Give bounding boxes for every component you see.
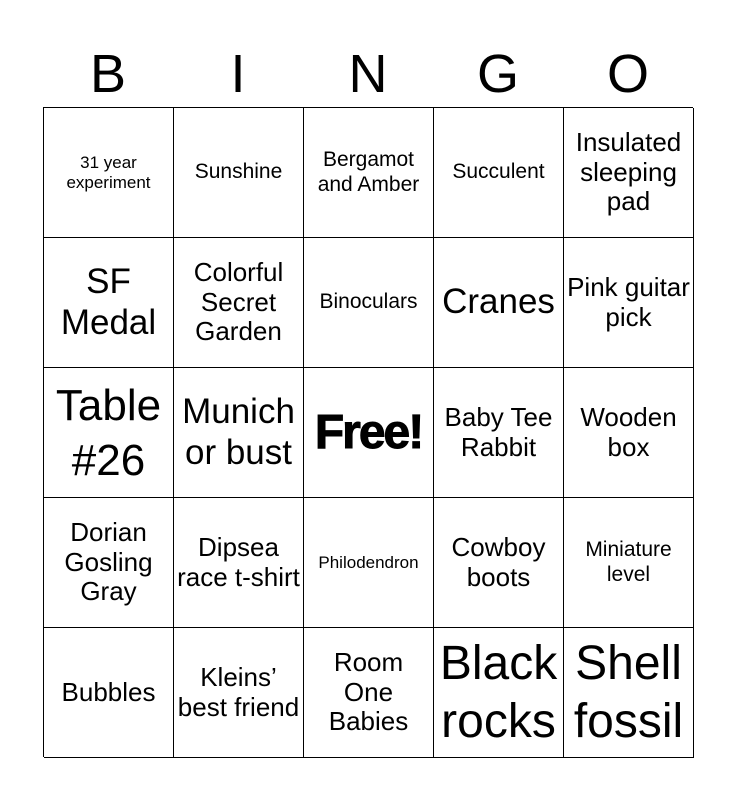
- cell-label: Room One Babies: [328, 646, 409, 737]
- header-letter-o: O: [606, 44, 649, 104]
- bingo-cell-r4-c2[interactable]: [174, 498, 304, 628]
- cell-label: Wooden box: [580, 401, 677, 462]
- bingo-cell-r3-c4[interactable]: [434, 368, 564, 498]
- bingo-cell-r1-c4[interactable]: [434, 108, 564, 238]
- bingo-cell-r4-c5[interactable]: [564, 498, 694, 628]
- cell-label: Succulent: [452, 160, 545, 184]
- cell-label: Bubbles: [61, 676, 156, 707]
- bingo-cell-r3-c2[interactable]: [174, 368, 304, 498]
- bingo-cell-r2-c3[interactable]: [304, 238, 434, 368]
- bingo-cell-r5-c3[interactable]: [304, 628, 434, 758]
- cell-label: Bergamot and Amber: [317, 148, 420, 196]
- bingo-cell-r1-c5[interactable]: [564, 108, 694, 238]
- cell-label: Sunshine: [194, 160, 283, 184]
- bingo-cell-r1-c2[interactable]: [174, 108, 304, 238]
- cell-label: 31 year experiment: [66, 152, 151, 192]
- cell-label: Dorian Gosling Gray: [64, 516, 153, 607]
- bingo-cell-r4-c1[interactable]: [44, 498, 174, 628]
- bingo-cell-r3-c1[interactable]: [44, 368, 174, 498]
- free-space-cell[interactable]: [304, 368, 434, 498]
- cell-label: Munich or bust: [182, 392, 295, 472]
- bingo-cell-r4-c4[interactable]: [434, 498, 564, 628]
- bingo-board: [43, 107, 693, 757]
- bingo-cell-r5-c4[interactable]: [434, 628, 564, 758]
- cell-label: Table #26: [55, 380, 162, 485]
- bingo-cell-r2-c4[interactable]: [434, 238, 564, 368]
- bingo-cell-r5-c2[interactable]: [174, 628, 304, 758]
- header-letter-g: G: [476, 44, 519, 104]
- cell-label: Cranes: [442, 282, 555, 322]
- bingo-cell-r2-c2[interactable]: [174, 238, 304, 368]
- cell-label: Kleins’ best friend: [177, 661, 300, 722]
- bingo-cell-r4-c3[interactable]: [304, 498, 434, 628]
- header-letter-b: B: [89, 44, 127, 104]
- bingo-cell-r2-c5[interactable]: [564, 238, 694, 368]
- cell-label: Black rocks: [439, 636, 558, 748]
- cell-label: Dipsea race t-shirt: [177, 531, 300, 592]
- cell-label: Insulated sleeping pad: [575, 126, 682, 217]
- header-letter-i: I: [230, 44, 246, 104]
- bingo-cell-r5-c1[interactable]: [44, 628, 174, 758]
- cell-label: Pink guitar pick: [567, 271, 690, 332]
- cell-label: Shell fossil: [573, 636, 684, 748]
- bingo-cell-r1-c3[interactable]: [304, 108, 434, 238]
- header-letter-n: N: [348, 44, 388, 104]
- cell-label: Philodendron: [318, 552, 419, 572]
- cell-label: Baby Tee Rabbit: [444, 401, 553, 462]
- free-space-label: Free!: [314, 405, 423, 459]
- bingo-cell-r2-c1[interactable]: [44, 238, 174, 368]
- cell-label: Colorful Secret Garden: [193, 256, 284, 347]
- cell-label: Miniature level: [585, 538, 672, 586]
- cell-label: SF Medal: [60, 262, 157, 342]
- bingo-cell-r3-c5[interactable]: [564, 368, 694, 498]
- cell-label: Binoculars: [319, 290, 418, 314]
- bingo-cell-r5-c5[interactable]: [564, 628, 694, 758]
- bingo-cell-r1-c1[interactable]: [44, 108, 174, 238]
- bingo-header: [43, 42, 693, 106]
- cell-label: Cowboy boots: [451, 531, 546, 592]
